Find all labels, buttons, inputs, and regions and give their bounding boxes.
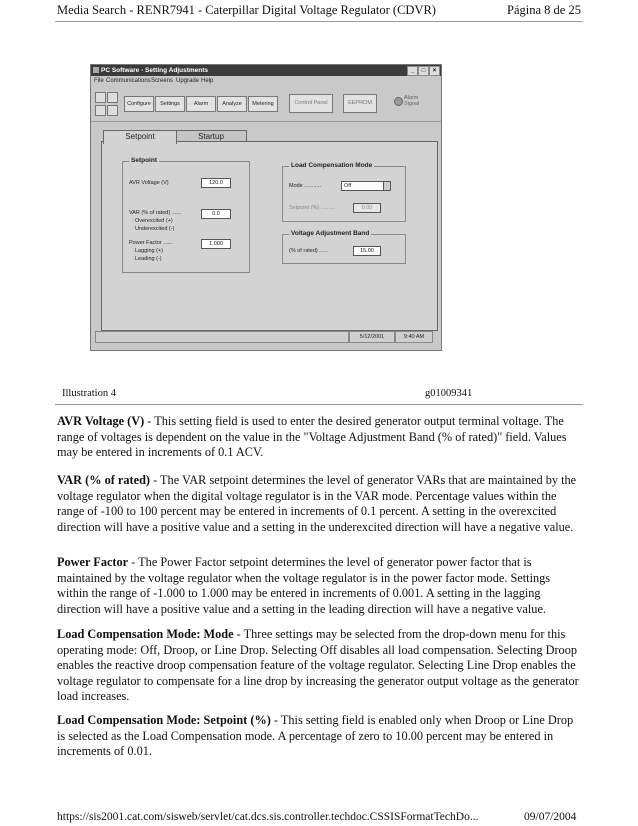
menu-screens[interactable]: Screens bbox=[151, 78, 174, 84]
voltage-adjustment-band-group bbox=[282, 230, 406, 264]
var-label: VAR (% of rated) ...... bbox=[129, 210, 181, 216]
load-comp-mode-label: Mode ........... bbox=[289, 183, 322, 189]
paragraph-load-comp-setpoint bbox=[57, 713, 582, 760]
eeprom-button[interactable]: EEPROM bbox=[343, 94, 377, 113]
setpoint-group-title: Setpoint bbox=[131, 157, 157, 164]
window-titlebar bbox=[91, 65, 441, 76]
voltage-band-title: Voltage Adjustment Band bbox=[291, 230, 370, 237]
load-comp-setpoint-input[interactable]: 0.00 bbox=[353, 203, 381, 213]
paragraph-text: - This setting field is enabled only when Droop or Line Drop is selected as the Load Compensation mode. A percentage of zero to 10.00 percent may be entered in increments of 0.01. bbox=[57, 713, 574, 758]
paragraph-load-comp-mode bbox=[57, 627, 582, 705]
page-header bbox=[0, 0, 638, 18]
voltage-band-input[interactable]: 15.00 bbox=[353, 246, 381, 256]
load-comp-mode-value: Off bbox=[344, 183, 352, 189]
minimize-icon[interactable]: _ bbox=[407, 66, 418, 76]
paragraph-avr-voltage bbox=[57, 414, 582, 461]
new-icon[interactable] bbox=[95, 92, 106, 103]
save-icon[interactable] bbox=[95, 105, 106, 116]
print-icon[interactable] bbox=[107, 105, 118, 116]
status-time: 9:40 AM bbox=[395, 331, 433, 343]
paragraph-var bbox=[57, 473, 582, 535]
tab-startup[interactable]: Startup bbox=[175, 130, 247, 143]
caption-rule bbox=[55, 404, 583, 405]
window-title: PC Software - Setting Adjustments bbox=[101, 67, 209, 74]
toolbar bbox=[91, 88, 441, 122]
paragraph-text: - The Power Factor setpoint determines the level of generator power factor that is maintained by the voltage regulator when the voltage regulator is in the power factor mode. Settings within the range of -1.000 to 1.000 may be entered in increments of 0.001. A setting in the lagging direction will have a positive value and a setting in the leading direction will have a negative value. bbox=[57, 555, 551, 616]
menu-file[interactable]: File bbox=[94, 78, 104, 84]
alarm-button[interactable]: Alarm bbox=[186, 96, 216, 112]
analyze-button[interactable]: Analyze bbox=[217, 96, 247, 112]
metering-button[interactable]: Metering bbox=[248, 96, 278, 112]
menu-communications[interactable]: Communications bbox=[106, 78, 151, 84]
load-compensation-group bbox=[282, 162, 406, 222]
illustration-caption: Illustration 4 bbox=[62, 388, 116, 399]
header-rule bbox=[55, 21, 583, 22]
header-page-number: Página 8 de 25 bbox=[507, 3, 581, 17]
footer-date: 09/07/2004 bbox=[524, 811, 577, 823]
avr-voltage-label: AVR Voltage (V) bbox=[129, 180, 169, 186]
paragraph-heading: Power Factor bbox=[57, 555, 129, 569]
menu-bar bbox=[91, 77, 441, 87]
app-icon bbox=[93, 67, 99, 73]
setpoint-panel bbox=[101, 141, 438, 331]
var-underexcited-label: Underexcited (-) bbox=[135, 226, 175, 232]
pf-lagging-label: Lagging (+) bbox=[135, 248, 163, 254]
avr-voltage-input[interactable]: 120.0 bbox=[201, 178, 231, 188]
menu-upgrade[interactable]: Upgrade bbox=[176, 78, 200, 84]
pf-leading-label: Leading (-) bbox=[135, 256, 162, 262]
alarm-signal-label: Alarm Signal bbox=[404, 95, 420, 107]
illustration-id: g01009341 bbox=[425, 388, 473, 399]
setpoint-group bbox=[122, 157, 250, 273]
paragraph-heading: Load Compensation Mode: Mode bbox=[57, 627, 234, 641]
open-icon[interactable] bbox=[107, 92, 118, 103]
power-factor-label: Power Factor ...... bbox=[129, 240, 173, 246]
paragraph-heading: AVR Voltage (V) bbox=[57, 414, 145, 428]
status-date: 5/12/2001 bbox=[349, 331, 395, 343]
header-title: Media Search - RENR7941 - Caterpillar Digital Voltage Regulator (CDVR) bbox=[57, 3, 436, 17]
alarm-signal-icon bbox=[394, 97, 403, 106]
paragraph-text: - The VAR setpoint determines the level of generator VARs that are maintained by the voltage regulator when the digital voltage regulator is in the VAR mode. Percentage values within the range of -100 to 100 percent may be entered in increments of 0.1 percent. A setting in the overexcited direction will have a positive value and a setting in the underexcited direction will have a negative value. bbox=[57, 473, 577, 534]
paragraph-text: - This setting field is used to enter the desired generator output terminal voltage. The range of voltages is dependent on the value in the "Voltage Adjustment Band (% of rated)" field. Values may be entered in increments of 0.1 ACV. bbox=[57, 414, 567, 459]
var-overexcited-label: Overexcited (+) bbox=[135, 218, 173, 224]
var-input[interactable]: 0.0 bbox=[201, 209, 231, 219]
maximize-icon[interactable]: □ bbox=[418, 66, 429, 76]
configure-button[interactable]: Configure bbox=[124, 96, 154, 112]
power-factor-input[interactable]: 1.000 bbox=[201, 239, 231, 249]
load-comp-setpoint-label: Setpoint (%) ......... bbox=[289, 205, 335, 211]
status-bar-main bbox=[95, 331, 349, 343]
menu-help[interactable]: Help bbox=[201, 78, 214, 84]
paragraph-text: - Three settings may be selected from the drop-down menu for this operating mode: Off, Droop, or Line Drop. Selecting Off disables all load compensation. Selecting Droop enables the reactive droop compensation feature of the voltage regulator. Selecting Line Drop enables the voltage regulator to compensate for a line drop by increasing the generator output voltage as the generator load increases. bbox=[57, 627, 579, 703]
settings-button[interactable]: Settings bbox=[155, 96, 185, 112]
load-compensation-title: Load Compensation Mode bbox=[291, 162, 373, 169]
paragraph-power-factor bbox=[57, 555, 582, 617]
voltage-band-label: (% of rated) ...... bbox=[289, 248, 329, 254]
control-panel-button[interactable]: Control Panel bbox=[289, 94, 333, 113]
paragraph-heading: VAR (% of rated) bbox=[57, 473, 151, 487]
close-icon[interactable]: × bbox=[429, 66, 440, 76]
paragraph-heading: Load Compensation Mode: Setpoint (%) bbox=[57, 713, 271, 727]
tab-setpoint[interactable]: Setpoint bbox=[103, 130, 177, 144]
chevron-down-icon[interactable] bbox=[383, 182, 390, 190]
load-comp-mode-select[interactable] bbox=[341, 181, 391, 191]
footer-url[interactable]: https://sis2001.cat.com/sisweb/servlet/cat.dcs.sis.controller.techdoc.CSSISFormatTechDo... bbox=[57, 811, 479, 823]
setting-adjustments-screenshot bbox=[90, 64, 442, 351]
